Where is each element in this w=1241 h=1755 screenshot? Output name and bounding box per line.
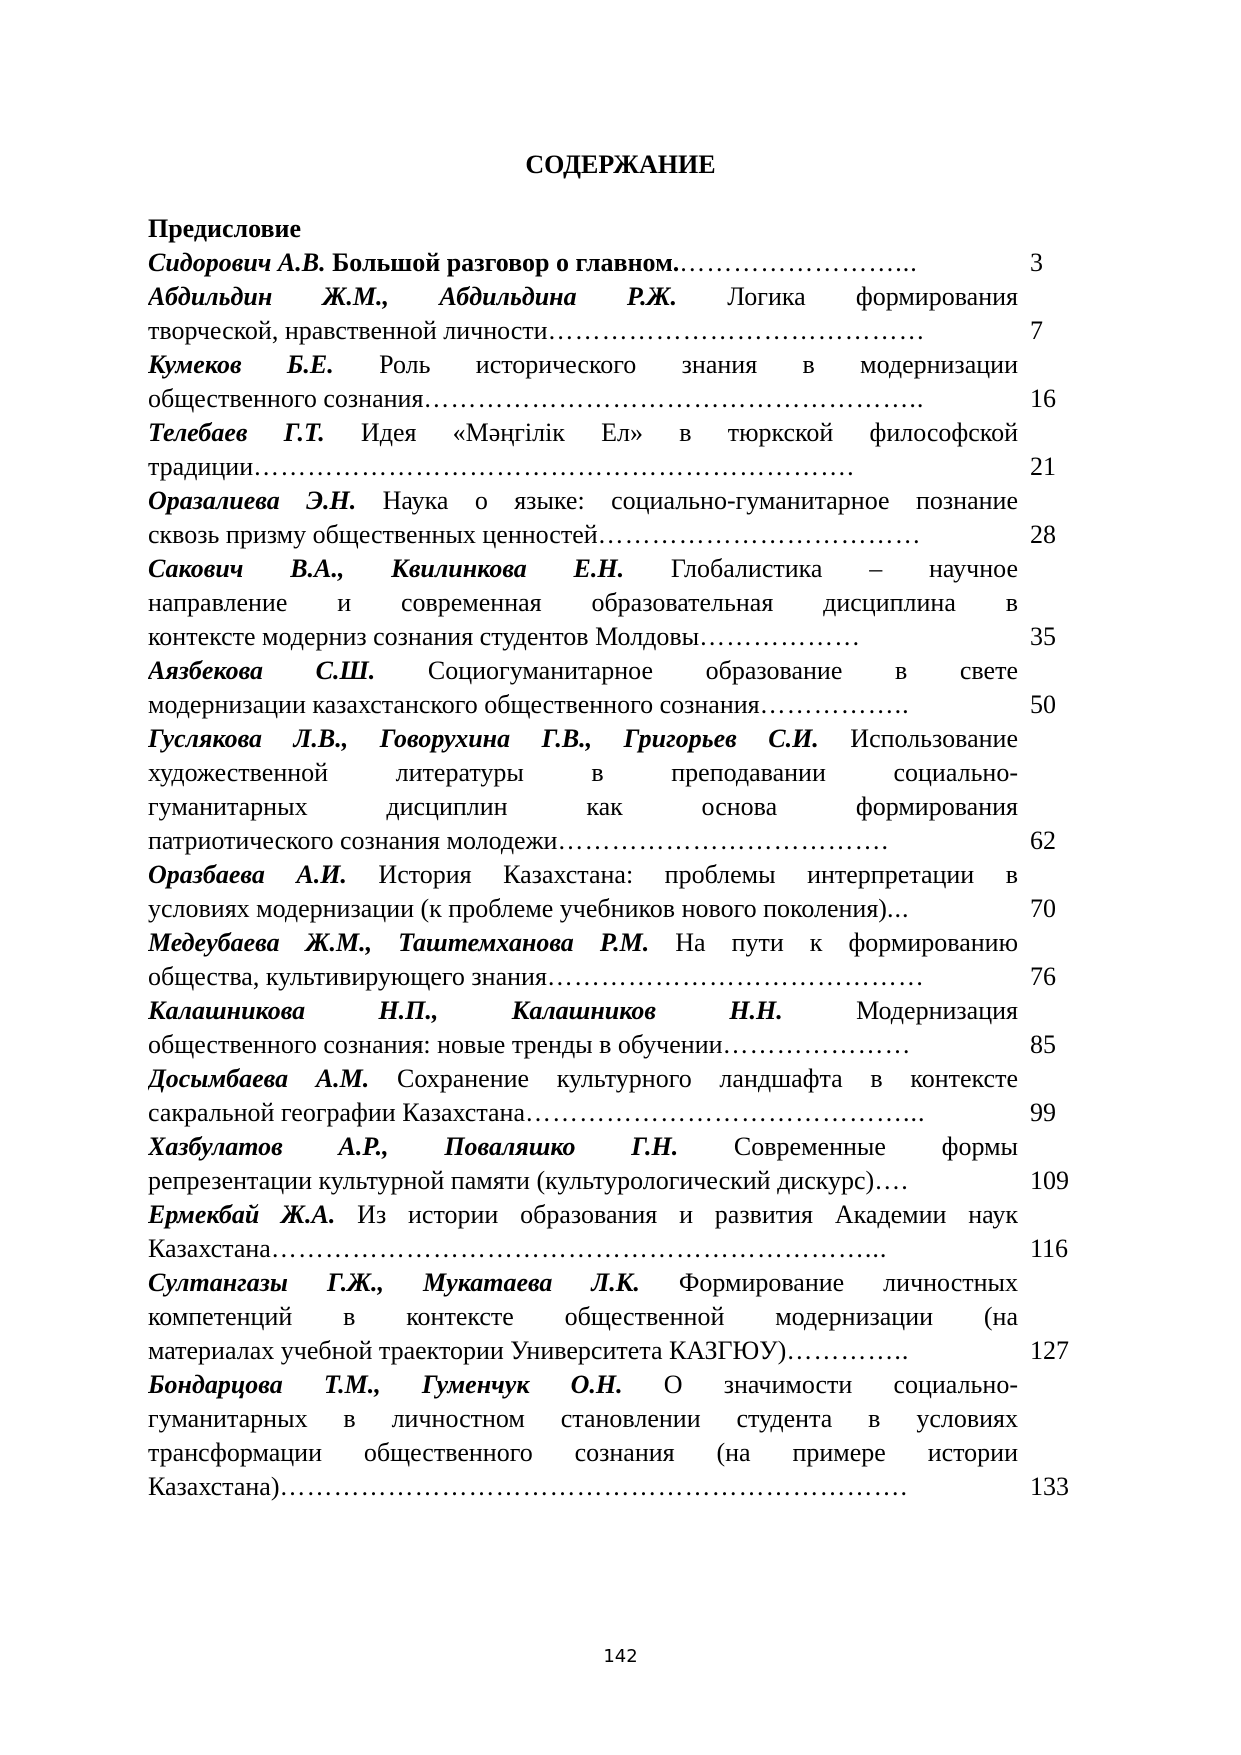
toc-entry-text — [148, 416, 1018, 450]
toc-entry-text — [148, 620, 1018, 654]
toc-page-number[interactable]: 99 — [1030, 1098, 1056, 1127]
toc-leader-dots: …………………………………… — [546, 962, 925, 991]
toc-entry-text — [148, 1436, 1018, 1470]
toc-entry-author: Досымбаева А.М. — [148, 1064, 370, 1093]
toc-entry — [148, 994, 1080, 1062]
toc-entry-title: творческой, нравственной личности — [148, 316, 548, 345]
toc-entry-title: модернизации казахстанского общественного сознания — [148, 690, 760, 719]
toc-entry-text — [148, 518, 1018, 552]
toc-entry-title: художественной литературы в преподавании социально- — [148, 758, 1018, 787]
toc-entry-text — [148, 1232, 1018, 1266]
toc-entry — [148, 654, 1080, 722]
toc-entry-text — [148, 1368, 1018, 1402]
toc-entry-line — [148, 348, 1080, 382]
toc-entry-text — [148, 722, 1018, 756]
toc-entry-line — [148, 586, 1080, 620]
toc-entry-text — [148, 1062, 1018, 1096]
toc-entry-line — [148, 1300, 1080, 1334]
toc-page-number[interactable]: 76 — [1030, 962, 1056, 991]
toc-entry-line — [148, 1096, 1080, 1130]
toc-leader-dots: ………………… — [722, 1030, 912, 1059]
toc-entry-line — [148, 1198, 1080, 1232]
toc-entry-line — [148, 688, 1080, 722]
toc-leader-dots: ……………………………………………………………. — [279, 1472, 908, 1501]
toc-entry-text — [148, 1470, 1018, 1504]
toc-entry-text — [148, 1300, 1018, 1334]
toc-entry-text — [148, 926, 1018, 960]
toc-entry-text — [148, 790, 1018, 824]
table-of-contents — [148, 212, 1080, 1504]
toc-entry-line — [148, 280, 1080, 314]
toc-entry-title: контексте модерниз сознания студентов Молдовы — [148, 622, 700, 651]
toc-entry-line — [148, 892, 1080, 926]
toc-page-number[interactable]: 116 — [1030, 1234, 1069, 1263]
toc-entry-title: традиции — [148, 452, 254, 481]
toc-entry — [148, 484, 1080, 552]
toc-entry — [148, 1266, 1080, 1368]
toc-entry — [148, 1062, 1080, 1130]
toc-entry-text — [148, 1334, 1018, 1368]
toc-entry — [148, 1198, 1080, 1266]
toc-entry-text — [148, 382, 1018, 416]
toc-entry-text — [148, 1402, 1018, 1436]
toc-entry-title: Сохранение культурного ландшафта в контексте — [369, 1064, 1018, 1093]
toc-entry — [148, 246, 1080, 280]
toc-entry-text — [148, 586, 1018, 620]
toc-leader-dots: ………….. — [786, 1336, 910, 1365]
toc-leader-dots: …………………………………… — [547, 316, 926, 345]
toc-entry-title: материалах учебной траектории Университета КАЗГЮУ) — [148, 1336, 787, 1365]
toc-entry-title: условиях модернизации (к проблеме учебников нового поколения) — [148, 894, 887, 923]
toc-entry-text — [148, 1266, 1018, 1300]
toc-entry-author: Телебаев Г.Т. — [148, 418, 325, 447]
toc-entry-author: Оразалиева Э.Н. — [148, 486, 357, 515]
toc-entry-line — [148, 722, 1080, 756]
toc-entry-line — [148, 1334, 1080, 1368]
toc-entry-text — [148, 1130, 1018, 1164]
toc-entry-line — [148, 1436, 1080, 1470]
toc-entry-line — [148, 790, 1080, 824]
toc-entry-line — [148, 654, 1080, 688]
toc-entry-line — [148, 382, 1080, 416]
toc-entry-author: Сакович В.А., Квилинкова Е.Н. — [148, 554, 625, 583]
toc-entry-author: Аязбекова С.Ш. — [148, 656, 376, 685]
toc-entry-title: компетенций в контексте общественной модернизации (на — [148, 1302, 1018, 1331]
toc-entry-text — [148, 314, 1018, 348]
toc-entry-text — [148, 280, 1018, 314]
toc-entry-line — [148, 1402, 1080, 1436]
toc-entry-title: Из истории образования и развития Академии наук — [335, 1200, 1018, 1229]
toc-entry-title: Идея «Мәңгілік Ел» в тюркской философской — [324, 418, 1018, 447]
toc-entry-author: Хазбулатов А.Р., Поваляшко Г.Н. — [148, 1132, 679, 1161]
toc-entry-title: общественного сознания: новые тренды в обучении — [148, 1030, 723, 1059]
page-title: СОДЕРЖАНИЕ — [525, 150, 716, 179]
toc-entry-line — [148, 552, 1080, 586]
toc-entry-title: Большой разговор о главном. — [325, 248, 680, 277]
toc-entry-line — [148, 926, 1080, 960]
toc-entry-text — [148, 1164, 1018, 1198]
toc-entry-title: Роль исторического знания в модернизации — [333, 350, 1018, 379]
toc-entry-title: гуманитарных в личностном становлении студента в условиях — [148, 1404, 1018, 1433]
toc-entry-line — [148, 1232, 1080, 1266]
toc-entry-author: Бондарцова Т.М., Гуменчук О.Н. — [148, 1370, 623, 1399]
toc-entry-title: трансформации общественного сознания (на примере истории — [148, 1438, 1018, 1467]
toc-entry-title: Модернизация — [782, 996, 1018, 1025]
toc-entry-title: Глобалистика – научное — [624, 554, 1018, 583]
toc-leader-dots: ……………………………………………….. — [423, 384, 925, 413]
toc-leader-dots: ……………………………………... — [525, 1098, 926, 1127]
toc-entry-author: Гуслякова Л.В., Говорухина Г.В., Григорьев С.И. — [148, 724, 819, 753]
toc-entry-line — [148, 824, 1080, 858]
toc-entry-title: Казахстана) — [148, 1472, 280, 1501]
toc-entry — [148, 858, 1080, 926]
toc-entry-text — [148, 960, 1018, 994]
toc-entry-title: сакральной географии Казахстана — [148, 1098, 526, 1127]
toc-page-number[interactable]: 28 — [1030, 520, 1056, 549]
toc-page-number[interactable]: 21 — [1030, 452, 1056, 481]
toc-entry-line — [148, 1266, 1080, 1300]
toc-entry-title: Использование — [818, 724, 1018, 753]
toc-entry — [148, 552, 1080, 654]
toc-entry-text — [148, 688, 1018, 722]
toc-entry-title: патриотического сознания молодежи — [148, 826, 558, 855]
toc-entry-line — [148, 1028, 1080, 1062]
toc-entry-line — [148, 484, 1080, 518]
toc-entry-author: Калашникова Н.П., Калашников Н.Н. — [148, 996, 783, 1025]
toc-entry-title: репрезентации культурной памяти (культурологический дискурс) — [148, 1166, 875, 1195]
toc-entry-title: сквозь призму общественных ценностей — [148, 520, 598, 549]
toc-entry-line — [148, 314, 1080, 348]
toc-page-number[interactable]: 127 — [1030, 1336, 1069, 1365]
toc-page-number[interactable]: 70 — [1030, 894, 1056, 923]
toc-entry-line — [148, 1130, 1080, 1164]
toc-entry-text — [148, 484, 1018, 518]
toc-page-number[interactable]: 109 — [1030, 1166, 1069, 1195]
toc-entry — [148, 1130, 1080, 1198]
toc-entry-line — [148, 960, 1080, 994]
toc-entry-text — [148, 1028, 1018, 1062]
toc-entry-text — [148, 1198, 1018, 1232]
toc-page-number[interactable]: 133 — [1030, 1472, 1069, 1501]
toc-entry — [148, 722, 1080, 858]
toc-entry-author: Медеубаева Ж.М., Таштемханова Р.М. — [148, 928, 650, 957]
toc-entry-line — [148, 620, 1080, 654]
toc-page-number[interactable]: 16 — [1030, 384, 1056, 413]
toc-entry-author: Ермекбай Ж.А. — [148, 1200, 336, 1229]
toc-entry-title: общества, культивирующего знания — [148, 962, 547, 991]
toc-entry-title: Социогуманитарное образование в свете — [375, 656, 1018, 685]
toc-page-number[interactable]: 3 — [1030, 248, 1043, 277]
toc-leader-dots: ... — [886, 894, 910, 923]
toc-entry-line — [148, 858, 1080, 892]
toc-page-number[interactable]: 50 — [1030, 690, 1056, 719]
toc-entry-author: Абдильдин Ж.М., Абдильдина Р.Ж. — [148, 282, 678, 311]
toc-page-number[interactable]: 85 — [1030, 1030, 1056, 1059]
toc-entry — [148, 416, 1080, 484]
toc-entry-text — [148, 994, 1018, 1028]
toc-entry-line — [148, 994, 1080, 1028]
toc-entry — [148, 348, 1080, 416]
toc-entry-line — [148, 1164, 1080, 1198]
toc-leader-dots: …. — [874, 1166, 909, 1195]
toc-page-number[interactable]: 62 — [1030, 826, 1056, 855]
toc-entry-title: Казахстана — [148, 1234, 271, 1263]
toc-entry-text — [148, 246, 1018, 280]
toc-leader-dots: …………………………………………………………... — [270, 1234, 888, 1263]
toc-leader-dots: …………………………………………………………. — [253, 452, 855, 481]
toc-entry-line — [148, 1368, 1080, 1402]
toc-leader-dots: ………………………………. — [557, 826, 889, 855]
toc-leader-dots: ……………………………… — [597, 520, 922, 549]
toc-page-number[interactable]: 7 — [1030, 316, 1043, 345]
toc-entry-title: История Казахстана: проблемы интерпретации в — [346, 860, 1018, 889]
toc-entry-text — [148, 892, 1018, 926]
toc-leader-dots: …………….. — [759, 690, 910, 719]
toc-entry-text — [148, 450, 1018, 484]
toc-entry-title: Формирование личностных — [639, 1268, 1018, 1297]
toc-entry-line — [148, 756, 1080, 790]
toc-leader-dots: ……………………... — [679, 248, 918, 277]
toc-entry-title: гуманитарных дисциплин как основа формирования — [148, 792, 1018, 821]
toc-entry-title: На пути к формированию — [649, 928, 1018, 957]
toc-entry-title: направление и современная образовательная дисциплина в — [148, 588, 1018, 617]
toc-entry-line — [148, 518, 1080, 552]
toc-entry-line — [148, 246, 1080, 280]
toc-entry — [148, 1368, 1080, 1504]
toc-entry-title: Современные формы — [678, 1132, 1018, 1161]
toc-entry-text — [148, 756, 1018, 790]
footer-page-number: 142 — [603, 1646, 638, 1667]
toc-entry-text — [148, 1096, 1018, 1130]
toc-entry-title: общественного сознания — [148, 384, 424, 413]
toc-page-number[interactable]: 35 — [1030, 622, 1056, 651]
toc-entry-text — [148, 348, 1018, 382]
toc-entry-text — [148, 552, 1018, 586]
toc-entry — [148, 926, 1080, 994]
toc-entry-text — [148, 858, 1018, 892]
toc-entry-line — [148, 1470, 1080, 1504]
toc-entry — [148, 280, 1080, 348]
toc-entry-title: О значимости социально- — [622, 1370, 1018, 1399]
toc-entry-author: Оразбаева А.И. — [148, 860, 347, 889]
toc-entry-title: Логика формирования — [677, 282, 1018, 311]
toc-entry-line — [148, 450, 1080, 484]
toc-entry-author: Султангазы Г.Ж., Мукатаева Л.К. — [148, 1268, 640, 1297]
toc-entry-text — [148, 654, 1018, 688]
toc-entry-line — [148, 416, 1080, 450]
toc-entry-text — [148, 824, 1018, 858]
toc-leader-dots: ……………… — [699, 622, 862, 651]
toc-entry-author: Кумеков Б.Е. — [148, 350, 334, 379]
toc-entry-author: Сидорович А.В. — [148, 248, 326, 277]
toc-heading: Предисловие — [148, 214, 302, 243]
toc-entry-line — [148, 1062, 1080, 1096]
toc-entry-title: Наука о языке: социально-гуманитарное познание — [356, 486, 1018, 515]
